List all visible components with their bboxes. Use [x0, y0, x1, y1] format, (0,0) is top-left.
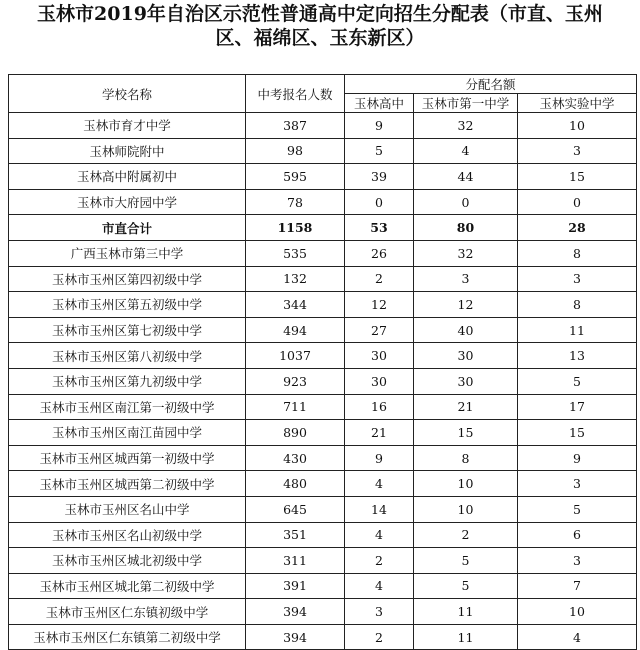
cell-yulin-no1: 30: [414, 343, 518, 369]
cell-school: 玉林市玉州区南江苗园中学: [9, 420, 246, 446]
cell-yulin-experimental: 5: [518, 368, 637, 394]
cell-yulin-experimental: 0: [518, 189, 637, 215]
cell-yulin-high: 9: [345, 113, 414, 139]
cell-yulin-high: 27: [345, 317, 414, 343]
table-row: [9, 548, 637, 574]
cell-yulin-high: 5: [345, 138, 414, 164]
cell-yulin-experimental: 10: [518, 599, 637, 625]
cell-yulin-no1: 40: [414, 317, 518, 343]
cell-yulin-no1: 0: [414, 189, 518, 215]
cell-yulin-high: 39: [345, 164, 414, 190]
cell-yulin-no1: 21: [414, 394, 518, 420]
cell-school: 玉林市玉州区名山初级中学: [9, 522, 246, 548]
cell-yulin-experimental: 11: [518, 317, 637, 343]
cell-applicants: 394: [246, 624, 345, 650]
cell-yulin-high: 26: [345, 240, 414, 266]
cell-yulin-high: 0: [345, 189, 414, 215]
cell-yulin-experimental: 3: [518, 266, 637, 292]
cell-yulin-high: 4: [345, 522, 414, 548]
cell-yulin-high: 53: [345, 215, 414, 241]
table-row: [9, 394, 637, 420]
cell-yulin-no1: 80: [414, 215, 518, 241]
cell-yulin-no1: 10: [414, 471, 518, 497]
cell-school: 玉林市玉州区南江第一初级中学: [9, 394, 246, 420]
cell-applicants: 480: [246, 471, 345, 497]
cell-school: 玉林高中附属初中: [9, 164, 246, 190]
cell-applicants: 387: [246, 113, 345, 139]
cell-yulin-high: 4: [345, 471, 414, 497]
table-row: [9, 240, 637, 266]
cell-yulin-no1: 8: [414, 445, 518, 471]
cell-yulin-no1: 10: [414, 496, 518, 522]
cell-school: 玉林市玉州区第四初级中学: [9, 266, 246, 292]
cell-yulin-no1: 44: [414, 164, 518, 190]
table-row: [9, 496, 637, 522]
page-title: [0, 2, 640, 50]
cell-school: 玉林市育才中学: [9, 113, 246, 139]
cell-yulin-no1: 5: [414, 548, 518, 574]
cell-applicants: 645: [246, 496, 345, 522]
cell-school: 玉林市玉州区第九初级中学: [9, 368, 246, 394]
table-body: [9, 113, 637, 650]
cell-yulin-experimental: 5: [518, 496, 637, 522]
cell-applicants: 1037: [246, 343, 345, 369]
cell-yulin-no1: 30: [414, 368, 518, 394]
cell-yulin-experimental: 3: [518, 138, 637, 164]
cell-yulin-no1: 32: [414, 240, 518, 266]
cell-yulin-high: 30: [345, 368, 414, 394]
cell-yulin-high: 2: [345, 548, 414, 574]
cell-applicants: 351: [246, 522, 345, 548]
cell-yulin-high: 12: [345, 292, 414, 318]
cell-school: 玉林市玉州区第五初级中学: [9, 292, 246, 318]
cell-yulin-experimental: 3: [518, 471, 637, 497]
cell-school: 玉林市玉州区城西第一初级中学: [9, 445, 246, 471]
cell-school: 玉林市玉州区第七初级中学: [9, 317, 246, 343]
cell-school: 玉林师院附中: [9, 138, 246, 164]
cell-yulin-high: 2: [345, 266, 414, 292]
cell-school: 广西玉林市第三中学: [9, 240, 246, 266]
title-line-2: 区、福绵区、玉东新区）: [215, 27, 425, 49]
cell-yulin-experimental: 9: [518, 445, 637, 471]
cell-applicants: 1158: [246, 215, 345, 241]
cell-yulin-no1: 2: [414, 522, 518, 548]
cell-yulin-high: 16: [345, 394, 414, 420]
header-allocation: 分配名额: [345, 75, 637, 94]
cell-yulin-experimental: 3: [518, 548, 637, 574]
header-yulin-high: 玉林高中: [345, 94, 414, 113]
table-row: [9, 215, 637, 241]
cell-applicants: 78: [246, 189, 345, 215]
cell-yulin-experimental: 8: [518, 240, 637, 266]
cell-applicants: 890: [246, 420, 345, 446]
header-yulin-experimental: 玉林实验中学: [518, 94, 637, 113]
cell-yulin-experimental: 17: [518, 394, 637, 420]
table-row: [9, 189, 637, 215]
cell-applicants: 430: [246, 445, 345, 471]
table-row: [9, 113, 637, 139]
cell-yulin-high: 4: [345, 573, 414, 599]
table-row: [9, 368, 637, 394]
cell-yulin-experimental: 4: [518, 624, 637, 650]
cell-yulin-high: 9: [345, 445, 414, 471]
cell-yulin-experimental: 10: [518, 113, 637, 139]
cell-school: 市直合计: [9, 215, 246, 241]
table-row: [9, 471, 637, 497]
cell-yulin-experimental: 28: [518, 215, 637, 241]
table-row: [9, 317, 637, 343]
cell-yulin-high: 2: [345, 624, 414, 650]
cell-applicants: 923: [246, 368, 345, 394]
cell-yulin-high: 21: [345, 420, 414, 446]
cell-yulin-high: 14: [345, 496, 414, 522]
cell-applicants: 391: [246, 573, 345, 599]
cell-yulin-high: 30: [345, 343, 414, 369]
cell-yulin-experimental: 15: [518, 164, 637, 190]
cell-yulin-experimental: 15: [518, 420, 637, 446]
header-applicants: 中考报名人数: [246, 75, 345, 113]
allocation-table: [8, 74, 637, 650]
table-row: [9, 164, 637, 190]
cell-school: 玉林市玉州区城西第二初级中学: [9, 471, 246, 497]
cell-applicants: 98: [246, 138, 345, 164]
cell-school: 玉林市玉州区仁东镇初级中学: [9, 599, 246, 625]
header-yulin-no1: 玉林市第一中学: [414, 94, 518, 113]
table-row: [9, 138, 637, 164]
cell-school: 玉林市玉州区仁东镇第二初级中学: [9, 624, 246, 650]
cell-school: 玉林市玉州区名山中学: [9, 496, 246, 522]
cell-yulin-experimental: 8: [518, 292, 637, 318]
header-school: 学校名称: [9, 75, 246, 113]
cell-yulin-no1: 32: [414, 113, 518, 139]
cell-applicants: 132: [246, 266, 345, 292]
table-row: [9, 420, 637, 446]
table-row: [9, 624, 637, 650]
table-row: [9, 266, 637, 292]
cell-applicants: 595: [246, 164, 345, 190]
cell-applicants: 535: [246, 240, 345, 266]
cell-school: 玉林市玉州区城北第二初级中学: [9, 573, 246, 599]
cell-yulin-no1: 11: [414, 624, 518, 650]
cell-yulin-high: 3: [345, 599, 414, 625]
cell-applicants: 711: [246, 394, 345, 420]
cell-yulin-no1: 5: [414, 573, 518, 599]
table-row: [9, 599, 637, 625]
cell-school: 玉林市大府园中学: [9, 189, 246, 215]
cell-yulin-experimental: 7: [518, 573, 637, 599]
table-row: [9, 522, 637, 548]
cell-yulin-experimental: 13: [518, 343, 637, 369]
table-row: [9, 292, 637, 318]
cell-school: 玉林市玉州区城北初级中学: [9, 548, 246, 574]
cell-yulin-no1: 11: [414, 599, 518, 625]
title-line-1: 玉林市2019年自治区示范性普通高中定向招生分配表（市直、玉州: [37, 3, 603, 25]
cell-yulin-no1: 15: [414, 420, 518, 446]
table-row: [9, 343, 637, 369]
cell-yulin-no1: 4: [414, 138, 518, 164]
cell-yulin-experimental: 6: [518, 522, 637, 548]
table-row: [9, 445, 637, 471]
cell-applicants: 311: [246, 548, 345, 574]
table-row: [9, 573, 637, 599]
cell-applicants: 394: [246, 599, 345, 625]
cell-applicants: 344: [246, 292, 345, 318]
cell-applicants: 494: [246, 317, 345, 343]
cell-yulin-no1: 3: [414, 266, 518, 292]
cell-yulin-no1: 12: [414, 292, 518, 318]
cell-school: 玉林市玉州区第八初级中学: [9, 343, 246, 369]
